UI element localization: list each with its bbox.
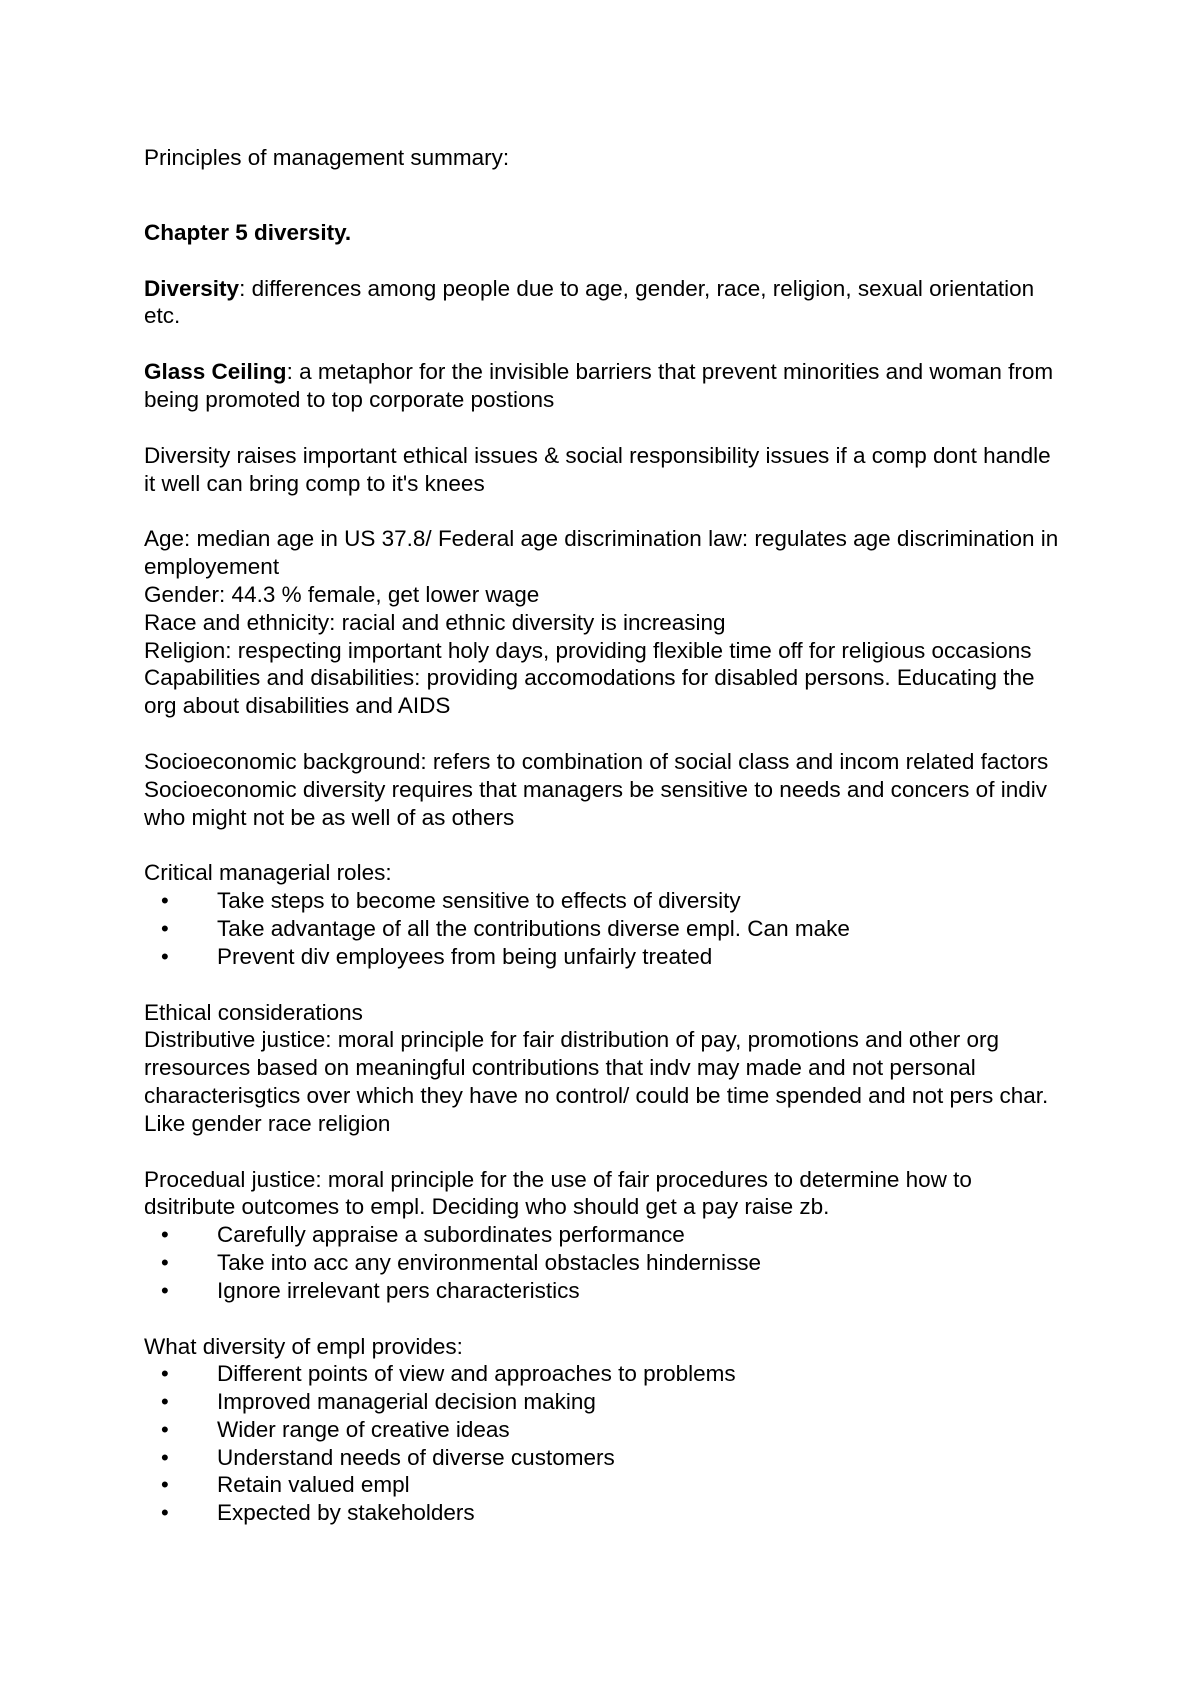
list-item: • Wider range of creative ideas: [161, 1416, 510, 1442]
managerial-roles-heading: Critical managerial roles:: [144, 860, 392, 886]
list-item: • Understand needs of diverse customers: [161, 1444, 615, 1470]
list-item: • Different points of view and approaches to problems: [161, 1361, 736, 1387]
bullet-icon: •: [161, 1361, 169, 1387]
definition-text: : a metaphor for the invisible barriers that prevent minorities and woman from being promoted to top corporate postions: [144, 359, 1054, 412]
list-item: • Take advantage of all the contributions diverse empl. Can make: [161, 915, 850, 941]
bullet-icon: •: [161, 1500, 169, 1526]
list-item: • Carefully appraise a subordinates performance: [161, 1222, 685, 1248]
list-item: • Retain valued empl: [161, 1472, 410, 1498]
factor-capabilities: Capabilities and disabilities: providing accomodations for disabled persons. Educating the org about disabilities and AIDS: [144, 665, 1035, 719]
bullet-icon: •: [161, 1416, 169, 1442]
list-item: • Expected by stakeholders: [161, 1500, 475, 1526]
definition-term: Diversity: [144, 275, 240, 301]
list-item: • Take steps to become sensitive to effects of diversity: [161, 888, 741, 914]
socioeconomic-background: Socioeconomic background: refers to combination of social class and incom related factors: [144, 748, 1049, 774]
document-title: Principles of management summary:: [144, 145, 510, 170]
bullet-icon: •: [161, 1277, 169, 1303]
diversity-provides-list: [144, 1360, 1064, 1527]
factor-age: Age: median age in US 37.8/ Federal age discrimination law: regulates age discrimination in employement: [144, 526, 1059, 580]
managerial-roles-list: [144, 887, 1064, 970]
factor-religion: Religion: respecting important holy days, providing flexible time off for religious occasions: [144, 637, 1032, 663]
procedural-justice: Procedual justice: moral principle for the use of fair procedures to determine how to dsitribute outcomes to empl. Deciding who should get a pay raise zb.: [144, 1166, 972, 1220]
bullet-icon: •: [161, 915, 169, 941]
definition-term: Glass Ceiling: [144, 359, 287, 385]
bullet-icon: •: [161, 943, 169, 969]
bullet-icon: •: [161, 1472, 169, 1498]
bullet-icon: •: [161, 1444, 169, 1470]
factor-race: Race and ethnicity: racial and ethnic diversity is increasing: [144, 609, 726, 635]
document-content: [144, 144, 1064, 1527]
bullet-icon: •: [161, 888, 169, 914]
definition-glass-ceiling: [144, 358, 1064, 414]
socioeconomic-diversity: Socioeconomic diversity requires that managers be sensitive to needs and concers of indiv who might not be as well of as others: [144, 776, 1047, 830]
chapter-heading: Chapter 5 diversity.: [144, 219, 352, 245]
distributive-justice: Distributive justice: moral principle for fair distribution of pay, promotions and other org rresources based on meaningful contributions that indv may made and not personal characterisgtics over which they have no control/ could be time spended and not pers char. Like gender race religion: [144, 1027, 1049, 1136]
ethical-considerations-heading: Ethical considerations: [144, 999, 363, 1025]
factor-gender: Gender: 44.3 % female, get lower wage: [144, 581, 540, 607]
diversity-provides-heading: What diversity of empl provides:: [144, 1333, 463, 1359]
list-item: • Prevent div employees from being unfairly treated: [161, 943, 713, 969]
definition-diversity: [144, 275, 1064, 331]
procedural-justice-list: [144, 1221, 1064, 1304]
list-item: • Ignore irrelevant pers characteristics: [161, 1277, 580, 1303]
list-item: • Improved managerial decision making: [161, 1389, 596, 1415]
bullet-icon: •: [161, 1249, 169, 1275]
definition-text: : differences among people due to age, gender, race, religion, sexual orientation etc.: [144, 275, 1035, 329]
bullet-icon: •: [161, 1222, 169, 1248]
ethics-paragraph: Diversity raises important ethical issues & social responsibility issues if a comp dont handle it well can bring comp to it's knees: [144, 442, 1051, 496]
bullet-icon: •: [161, 1389, 169, 1415]
list-item: • Take into acc any environmental obstacles hindernisse: [161, 1249, 762, 1275]
